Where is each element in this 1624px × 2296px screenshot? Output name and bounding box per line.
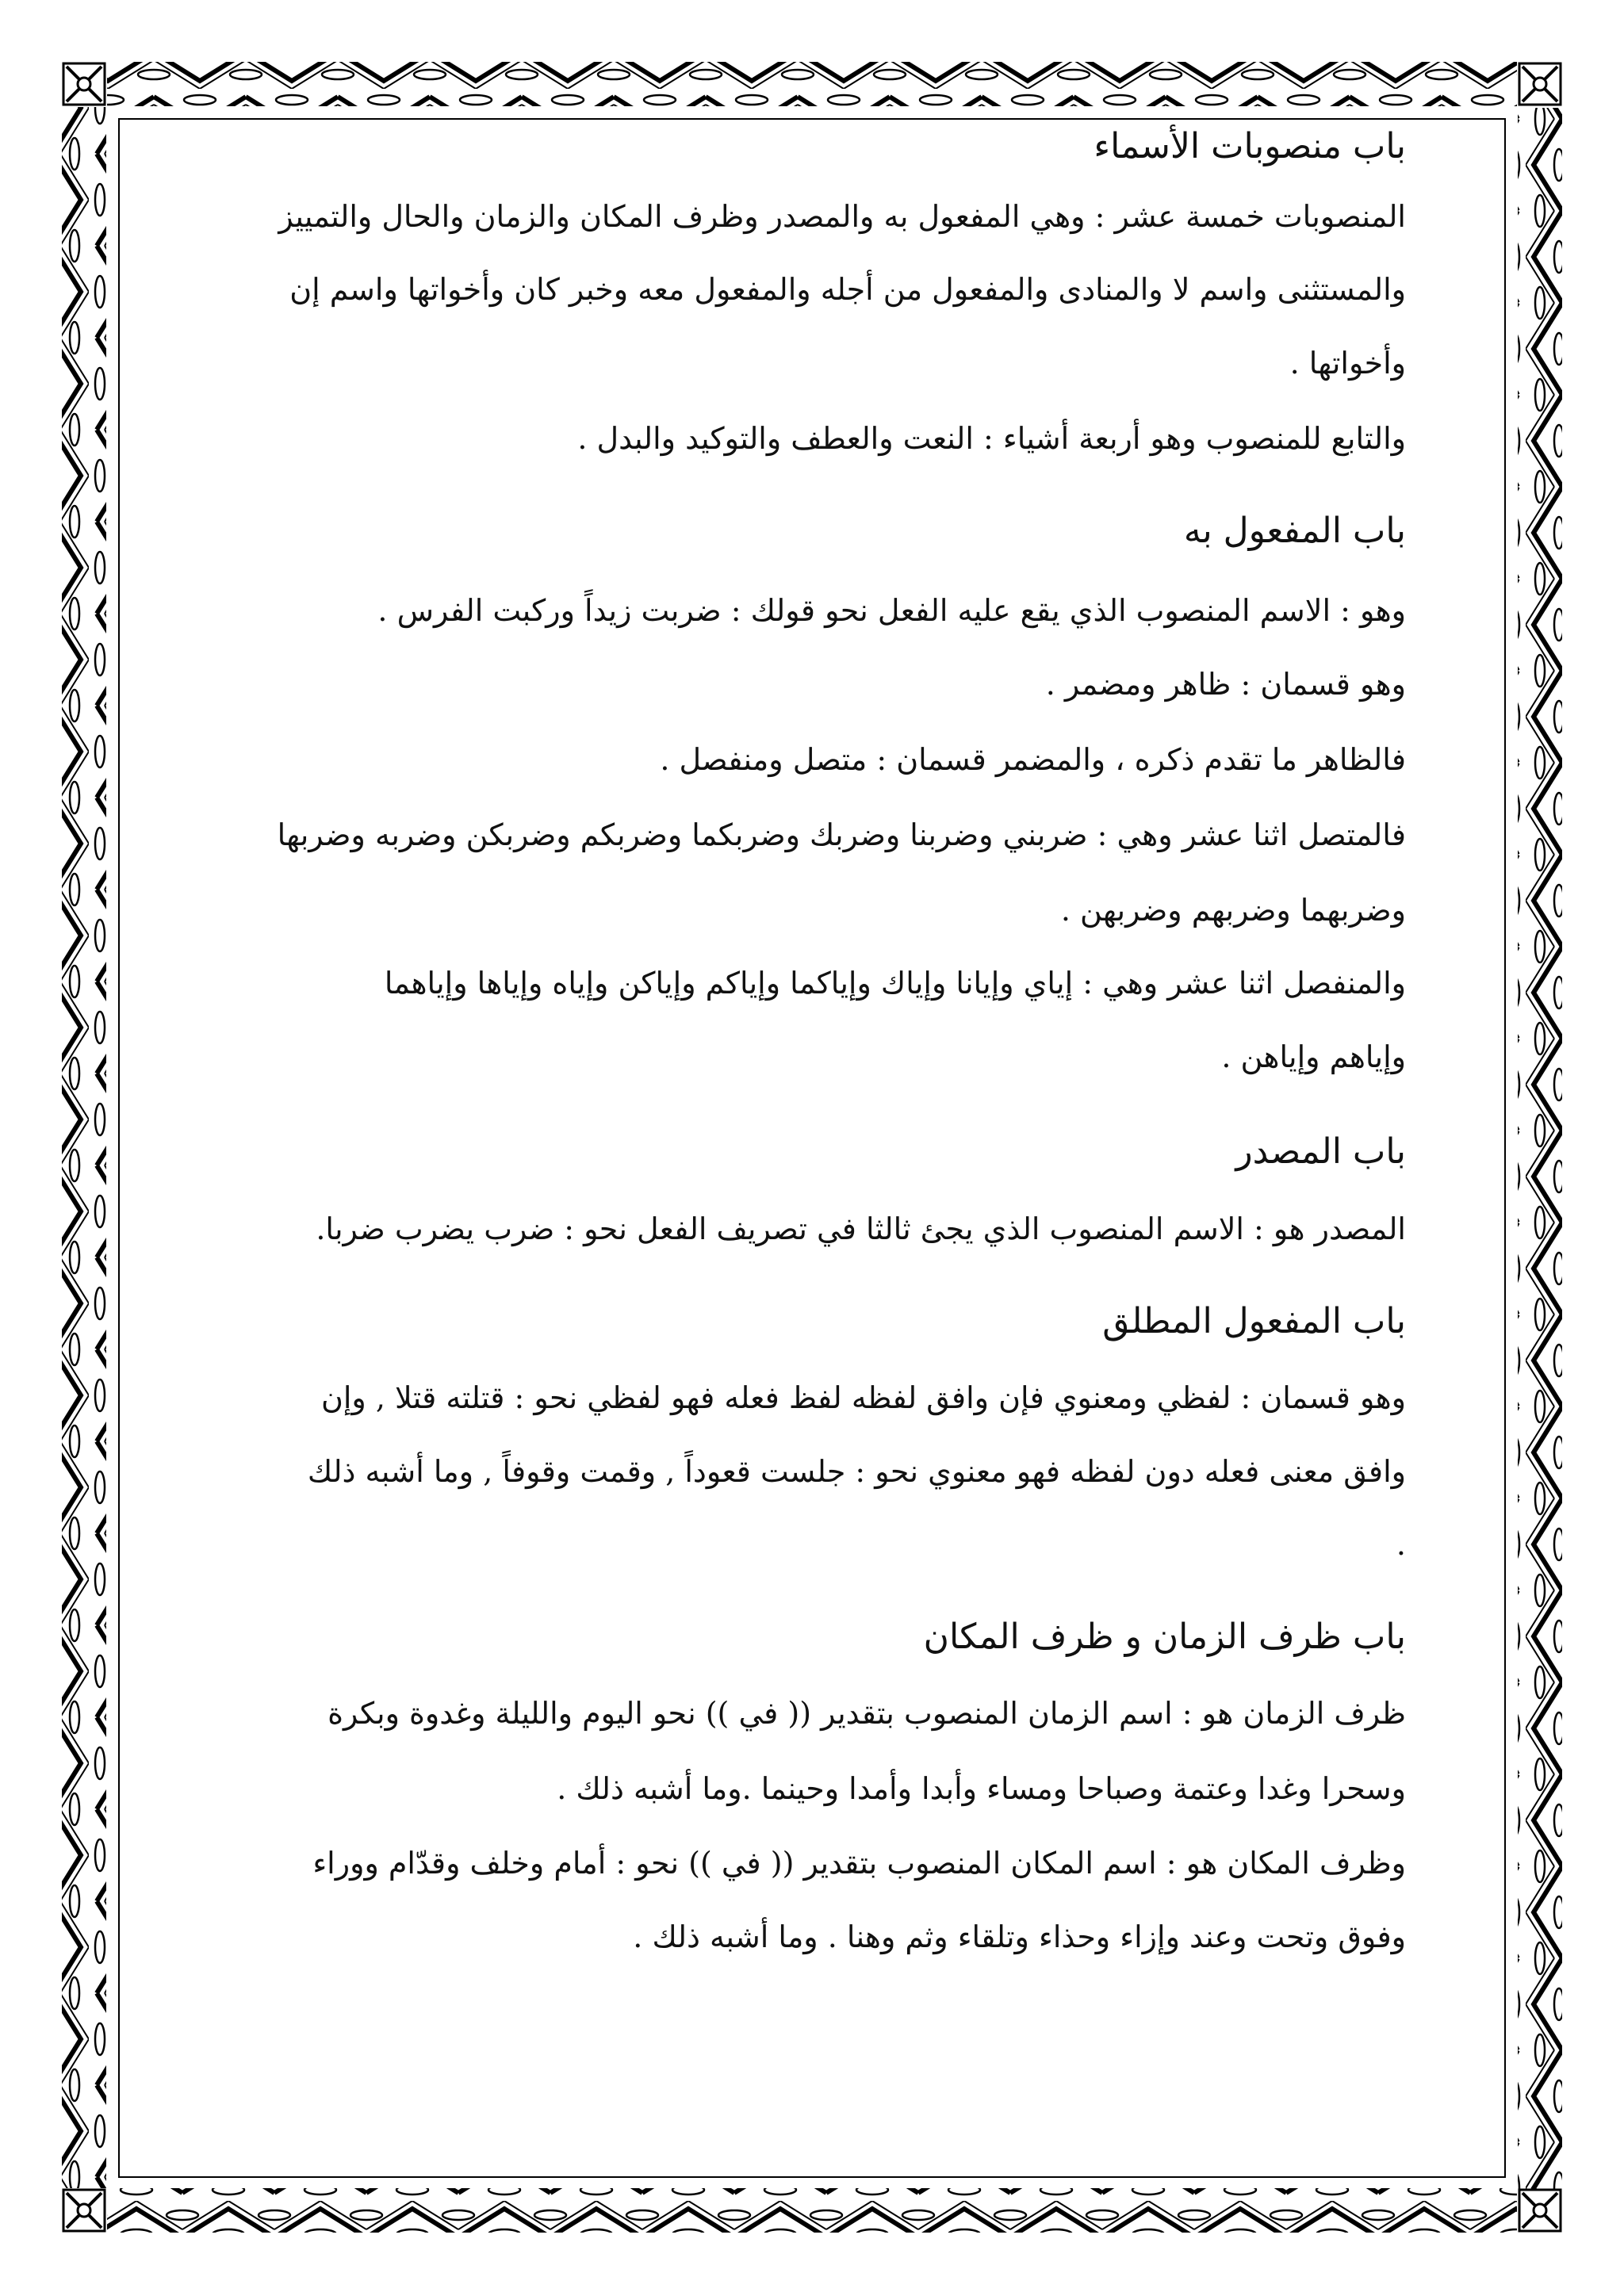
text-line: المصدر هو : الاسم المنصوب الذي يجئ ثالثا في تصريف الفعل نحو : ضرب يضرب ضربا. (316, 1211, 1406, 1246)
text-line: وفوق وتحت وعند وإزاء وحذاء وتلقاء وثم وهنا . وما أشبه ذلك . (633, 1919, 1406, 1954)
text-line: والتابع للمنصوب وهو أربعة أشياء : النعت والعطف والتوكيد والبدل . (577, 421, 1406, 456)
page-content (230, 0, 1406, 2296)
text-line: والمستثنى واسم لا والمنادى والمفعول من أجله والمفعول معه وخبر كان وأخواتها واسم إن (289, 272, 1406, 307)
corner-ornament-bottom-right (1519, 2190, 1561, 2231)
text-line: فالظاهر ما تقدم ذكره ، والمضمر قسمان : متصل ومنفصل . (660, 742, 1406, 777)
text-line: فالمتصل اثنا عشر وهي : ضربني وضربنا وضربك وضربكما وضربكم وضربكن وضربه وضربها (277, 817, 1406, 852)
text-line: وضربهما وضربهم وضربهن . (1060, 893, 1406, 928)
corner-ornament-top-left (63, 63, 105, 105)
text-line: وظرف المكان هو : اسم المكان المنصوب بتقدير (( في )) نحو : أمام وخلف وقدّام ووراء (312, 1846, 1406, 1881)
text-line: . (1396, 1527, 1406, 1562)
corner-ornament-top-right (1519, 63, 1561, 105)
text-line: المنصوبات خمسة عشر : وهي المفعول به والمصدر وظرف المكان والزمان والحال والتمييز (278, 199, 1406, 234)
section-heading: باب المفعول به (1183, 511, 1406, 551)
text-line: وإياهم وإياهن . (1221, 1039, 1406, 1074)
text-line: والمنفصل اثنا عشر وهي : إياي وإيانا وإياك وإياكما وإياكم وإياكن وإياه وإياها وإياهما (384, 966, 1406, 1001)
border-left (62, 107, 106, 2188)
corner-ornament-bottom-left (63, 2190, 105, 2231)
text-line: ظرف الزمان هو : اسم الزمان المنصوب بتقدير (( في )) نحو اليوم والليلة وغدوة وبكرة (327, 1696, 1406, 1731)
text-line: وهو قسمان : ظاهر ومضمر . (1045, 667, 1406, 702)
section-heading: باب المصدر (1235, 1131, 1406, 1172)
border-right (1518, 108, 1562, 2189)
section-heading: باب ظرف الزمان و ظرف المكان (923, 1617, 1406, 1657)
text-line: وافق معنى فعله دون لفظه فهو معنوي نحو : جلست قعوداً , وقمت وقوفاً , وما أشبه ذلك (307, 1454, 1406, 1489)
text-line: وأخواتها . (1289, 346, 1406, 381)
section-heading: باب المفعول المطلق (1102, 1301, 1406, 1341)
text-line: وسحرا وغدا وعتمة وصباحا ومساء وأبدا وأمدا وحينما .وما أشبه ذلك . (557, 1771, 1406, 1806)
section-heading: باب منصوبات الأسماء (1094, 126, 1406, 166)
text-line: وهو : الاسم المنصوب الذي يقع عليه الفعل نحو قولك : ضربت زيداً وركبت الفرس . (377, 593, 1406, 628)
text-line: وهو قسمان : لفظي ومعنوي فإن وافق لفظه لفظ فعله فهو لفظي نحو : قتلته قتلا , وإن (320, 1380, 1406, 1415)
